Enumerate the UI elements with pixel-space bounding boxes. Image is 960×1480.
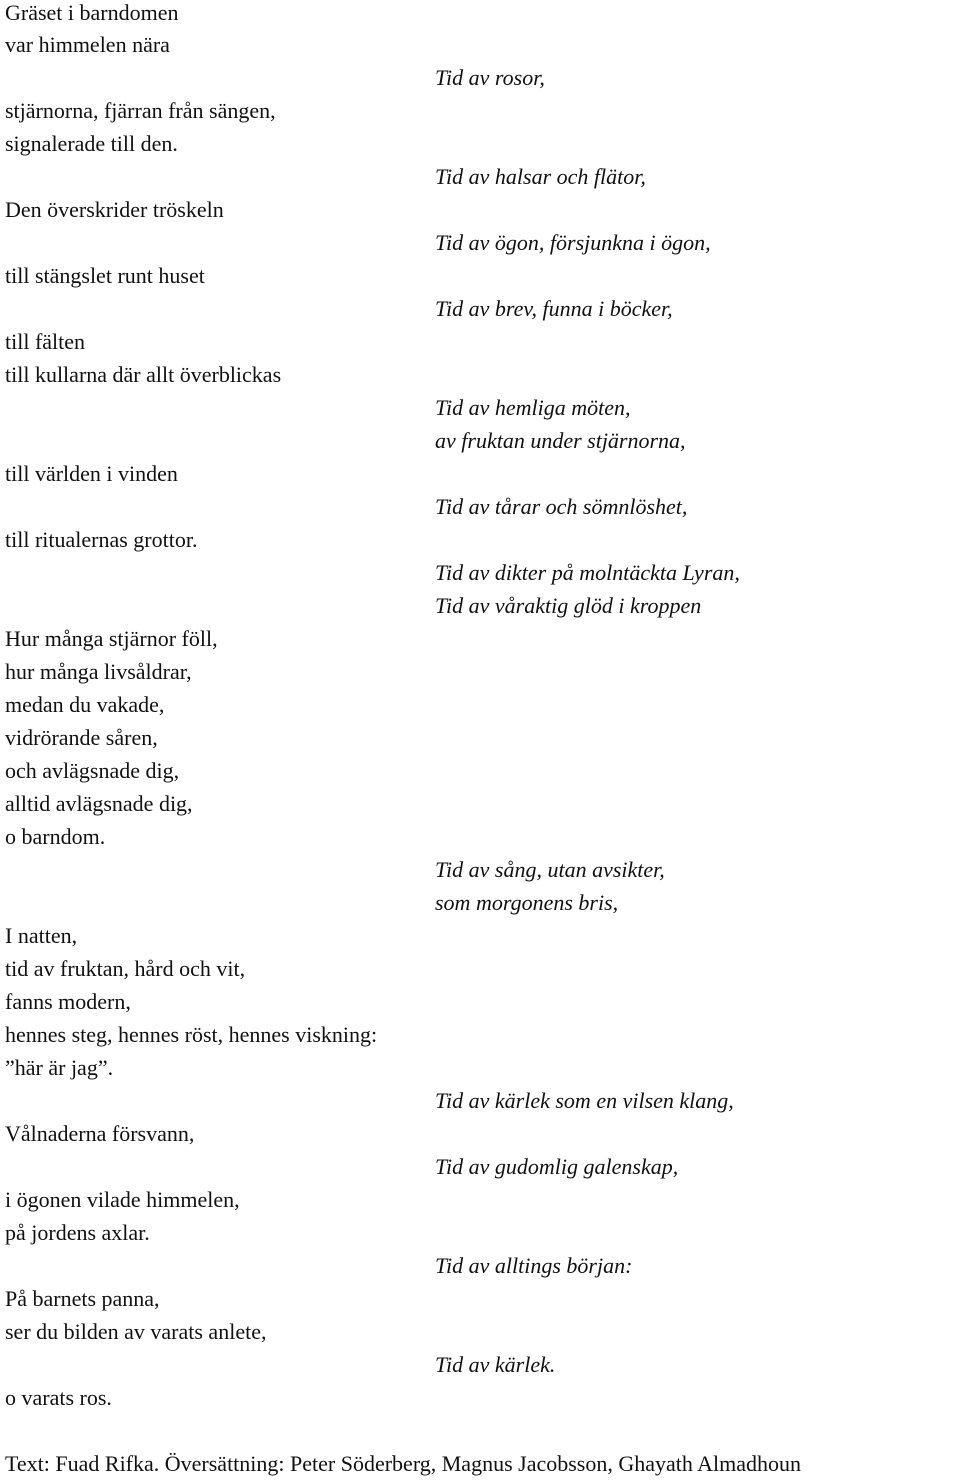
poem-line: På barnets panna,	[5, 1286, 160, 1311]
poem-line: till ritualernas grottor.	[5, 527, 198, 552]
refrain-line: av fruktan under stjärnorna,	[435, 428, 686, 453]
poem-line: fanns modern,	[5, 989, 131, 1014]
poem-line: o varats ros.	[5, 1385, 112, 1410]
refrain-line: Tid av halsar och flätor,	[435, 164, 646, 189]
poem-line: hur många livsåldrar,	[5, 659, 192, 684]
poem-line: på jordens axlar.	[5, 1220, 150, 1245]
refrain-line: Tid av ögon, försjunkna i ögon,	[435, 230, 711, 255]
poem-line: Den överskrider tröskeln	[5, 197, 224, 222]
refrain-line: Tid av sång, utan avsikter,	[435, 857, 665, 882]
poem-line: i ögonen vilade himmelen,	[5, 1187, 240, 1212]
poem-line: signalerade till den.	[5, 131, 178, 156]
poem-line: alltid avlägsnade dig,	[5, 791, 193, 816]
poem-line: o barndom.	[5, 824, 106, 849]
refrain-line: som morgonens bris,	[435, 890, 619, 915]
poem-line: ser du bilden av varats anlete,	[5, 1319, 267, 1344]
poem-line: vidrörande såren,	[5, 725, 158, 750]
refrain-line: Tid av alltings början:	[435, 1253, 633, 1278]
poem-line: till världen i vinden	[5, 461, 178, 486]
refrain-line: Tid av rosor,	[435, 65, 545, 90]
poem-line: hennes steg, hennes röst, hennes viskning:	[5, 1022, 378, 1047]
refrain-line: Tid av gudomlig galenskap,	[435, 1154, 679, 1179]
poem-line: Gräset i barndomen	[5, 0, 179, 25]
poem-line: tid av fruktan, hård och vit,	[5, 956, 246, 981]
poem-line: medan du vakade,	[5, 692, 165, 717]
refrain-line: Tid av brev, funna i böcker,	[435, 296, 673, 321]
poem-line: till stängslet runt huset	[5, 263, 205, 288]
poem-line: I natten,	[5, 923, 78, 948]
poem-line: och avlägsnade dig,	[5, 758, 180, 783]
poem-line: Vålnaderna försvann,	[5, 1121, 195, 1146]
refrain-line: Tid av hemliga möten,	[435, 395, 631, 420]
poem-line: Hur många stjärnor föll,	[5, 626, 218, 651]
poem-line: ”här är jag”.	[5, 1055, 114, 1080]
refrain-line: Tid av kärlek som en vilsen klang,	[435, 1088, 734, 1113]
refrain-line: Tid av kärlek.	[435, 1352, 556, 1377]
refrain-line: Tid av tårar och sömnlöshet,	[435, 494, 688, 519]
refrain-line: Tid av dikter på molntäckta Lyran,	[435, 560, 740, 585]
refrain-line: Tid av våraktig glöd i kroppen	[435, 593, 702, 618]
credit-line: Text: Fuad Rifka. Översättning: Peter Söderberg, Magnus Jacobsson, Ghayath Almadhoun	[5, 1451, 802, 1476]
poem-line: till kullarna där allt överblickas	[5, 362, 282, 387]
poem-line: till fälten	[5, 329, 86, 354]
poem-line: stjärnorna, fjärran från sängen,	[5, 98, 276, 123]
poem-line: var himmelen nära	[5, 32, 170, 57]
